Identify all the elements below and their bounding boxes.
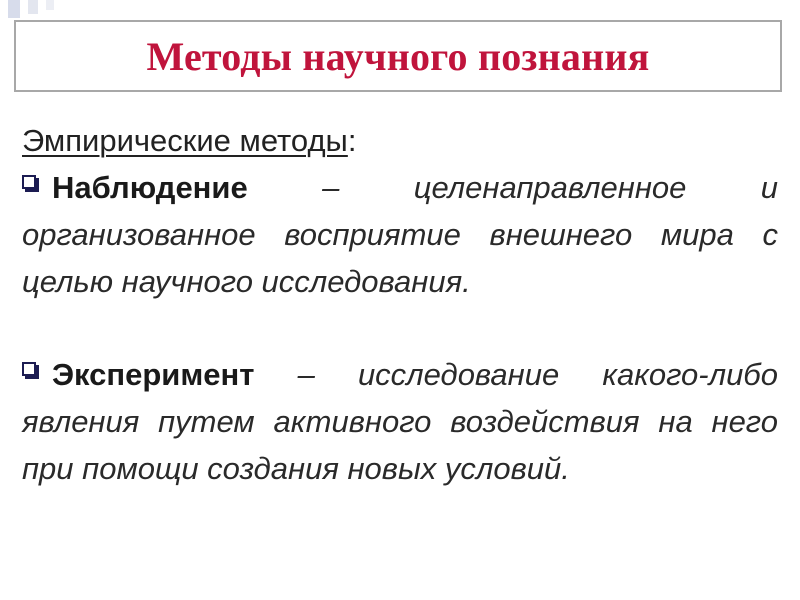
subheading: Эмпирические методы [22, 123, 348, 158]
spacer [22, 305, 778, 351]
title-box [14, 20, 782, 92]
subheading-line [22, 118, 778, 164]
decorative-corner-squares-icon [0, 0, 70, 22]
subheading-colon: : [347, 123, 357, 158]
slide-content [22, 118, 778, 492]
term-experiment: Эксперимент [52, 357, 255, 392]
hollow-square-bullet-icon [22, 362, 36, 376]
definition-experiment: исследование какого-либо явления путем активного воздействия на него при помощи создания новых условий. [22, 357, 778, 486]
definition-observation: целенаправленное и организованное восприятие внешнего мира с целью научного исследования. [22, 170, 778, 299]
term-observation: Наблюдение [52, 170, 248, 205]
hollow-square-bullet-icon [22, 175, 36, 189]
dash: – [254, 357, 358, 392]
slide-title: Методы научного познания [146, 33, 650, 79]
list-item-observation [22, 164, 778, 305]
dash: – [247, 170, 414, 205]
list-item-experiment [22, 351, 778, 492]
